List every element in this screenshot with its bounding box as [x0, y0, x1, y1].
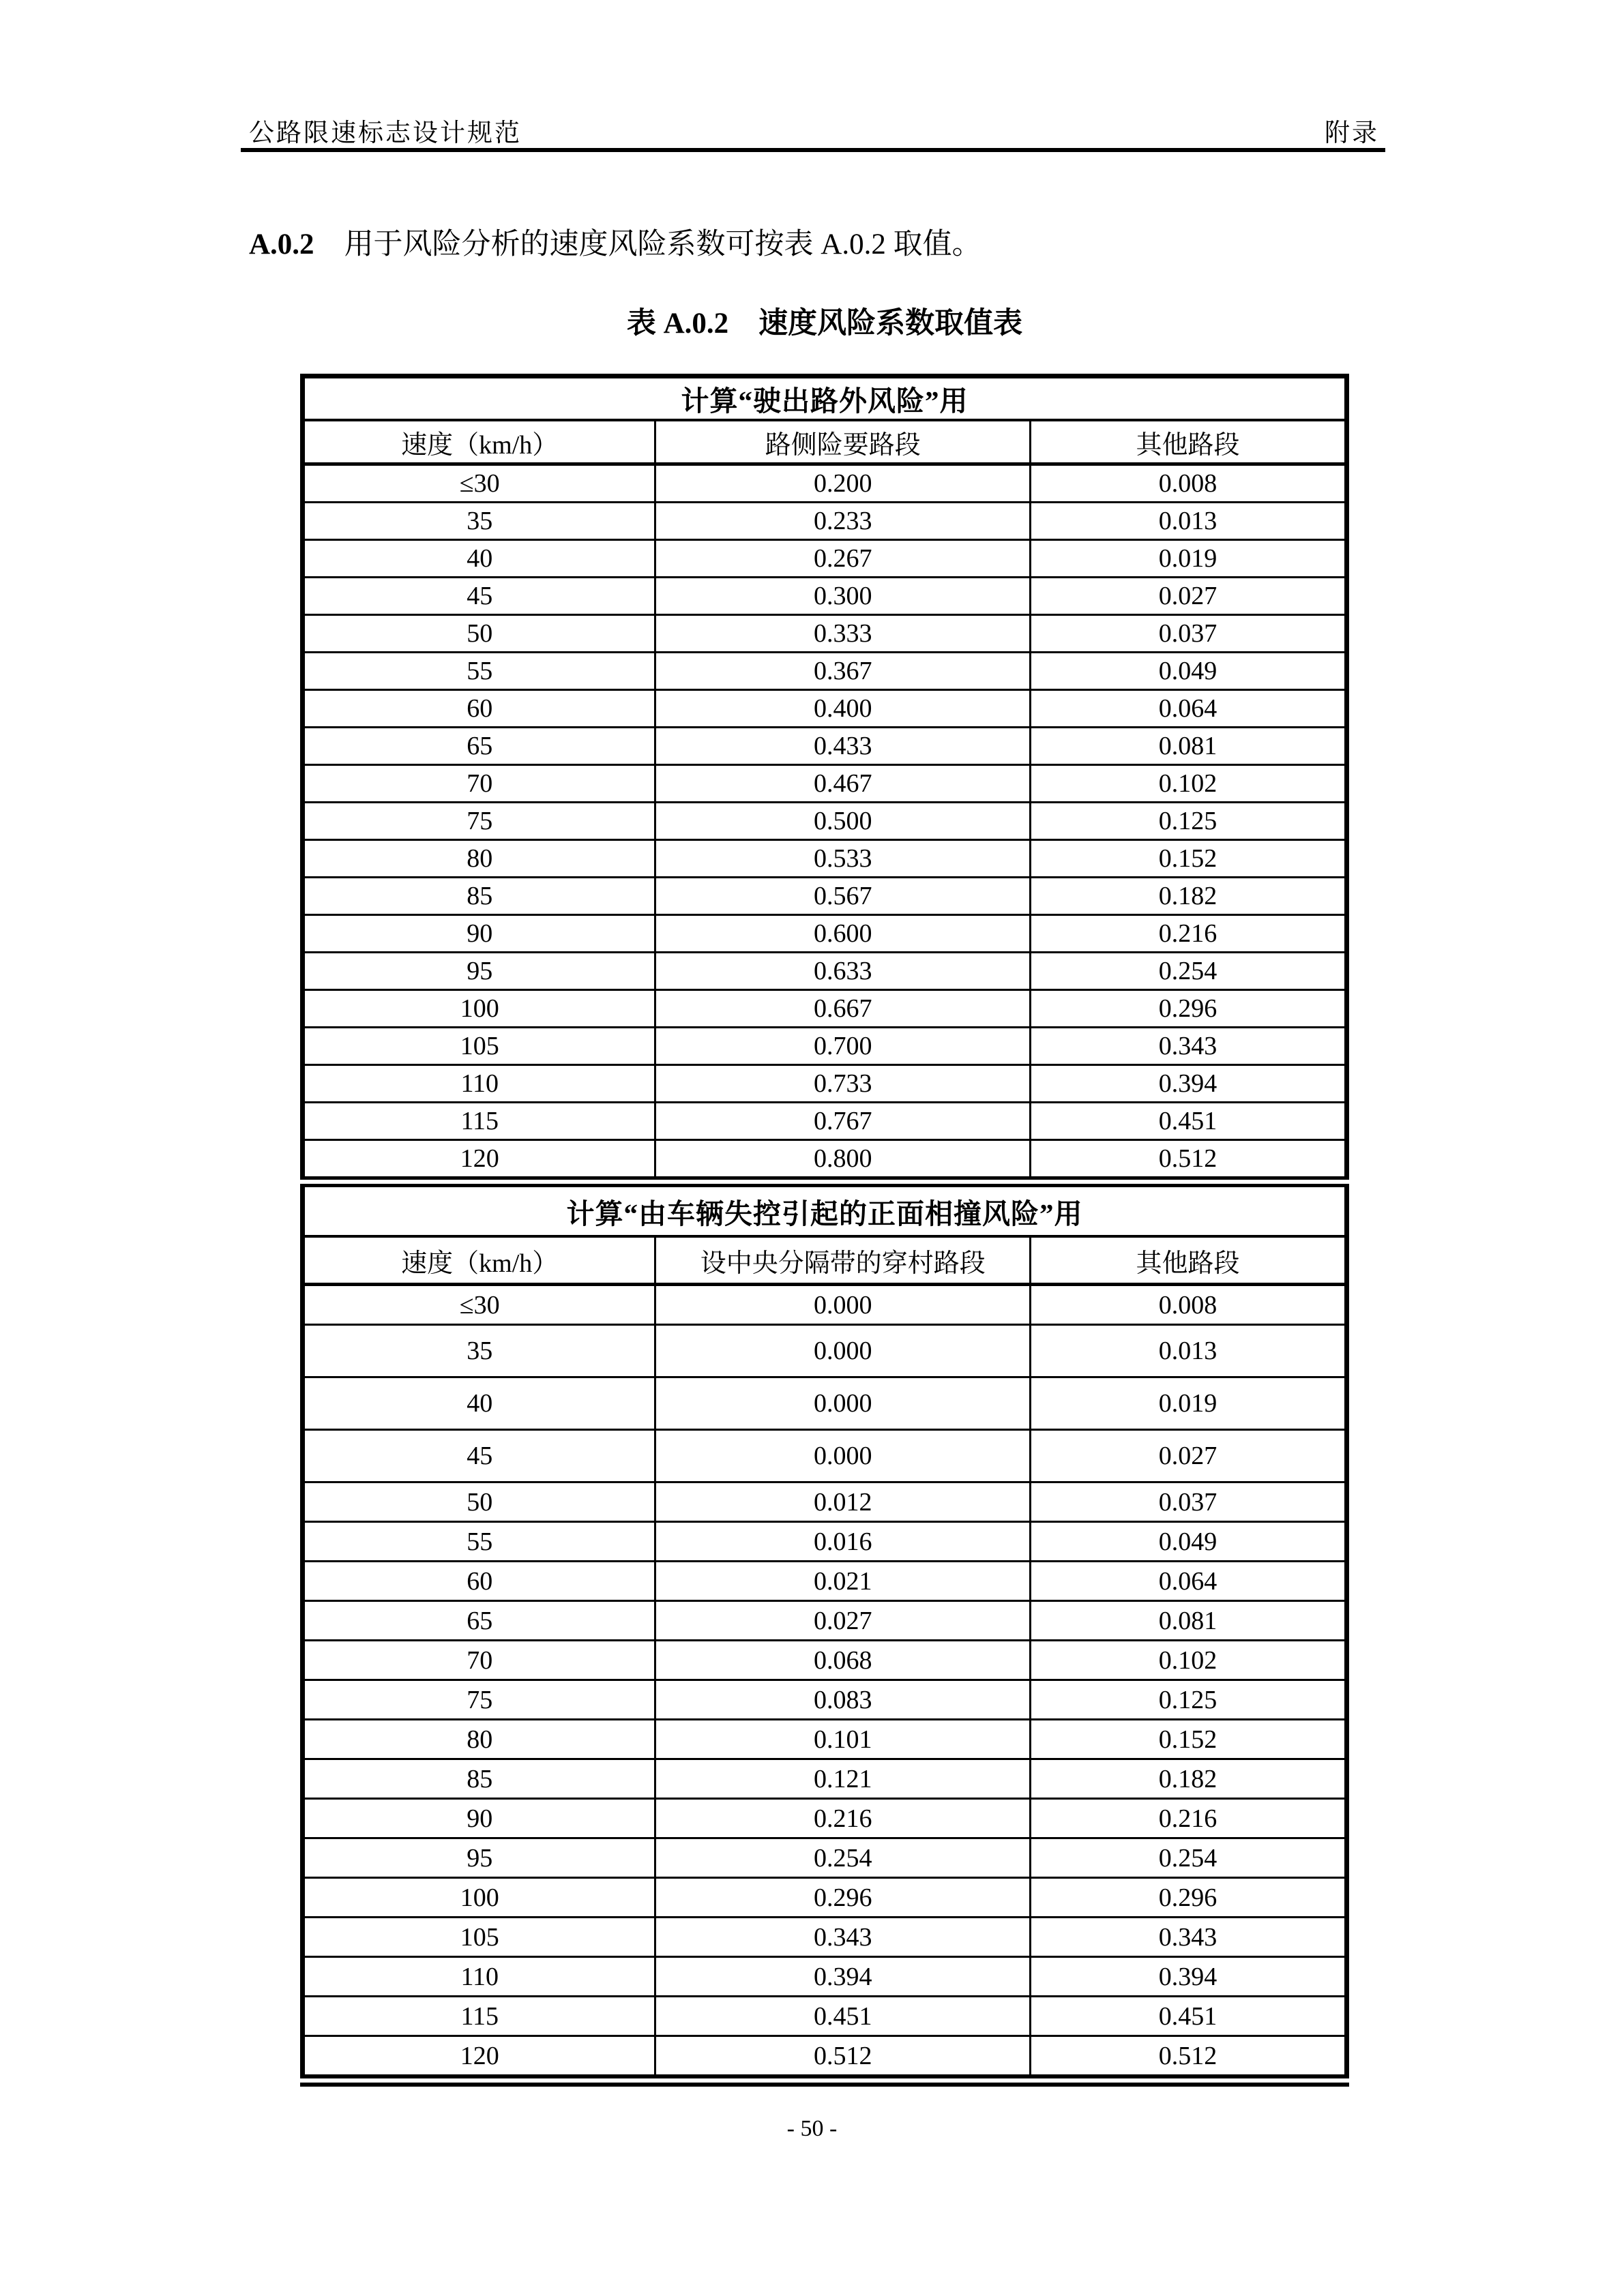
table-row: [303, 1285, 1347, 1325]
cell-risk-value: 0.200: [655, 464, 1031, 503]
clause-text: 用于风险分析的速度风险系数可按表 A.0.2 取值。: [344, 228, 981, 260]
table-row: [303, 1997, 1347, 2036]
table-row: [303, 990, 1347, 1028]
cell-speed: 85: [303, 878, 655, 915]
table-row: [303, 1957, 1347, 1997]
cell-risk-value: 0.083: [655, 1680, 1031, 1720]
running-header-title: 公路限速标志设计规范: [249, 119, 522, 147]
cell-speed: 110: [303, 1957, 655, 1997]
cell-speed: 80: [303, 1720, 655, 1759]
table-body: [303, 376, 1347, 2081]
cell-risk-value: 0.049: [1031, 1522, 1347, 1562]
cell-risk-value: 0.102: [1031, 1641, 1347, 1680]
table-row: [303, 1601, 1347, 1641]
column-header-cell-1: 设中央分隔带的穿村路段: [655, 1236, 1031, 1285]
cell-risk-value: 0.512: [1031, 1140, 1347, 1182]
table-title-number: 表 A.0.2: [626, 308, 729, 340]
cell-risk-value: 0.152: [1031, 1720, 1347, 1759]
table-row: [303, 1325, 1347, 1377]
table-section-header: [303, 1182, 1347, 1236]
running-header-section: 附录: [1325, 119, 1379, 147]
cell-speed: 65: [303, 728, 655, 765]
cell-speed: ≤30: [303, 464, 655, 503]
table-row: [303, 840, 1347, 878]
cell-risk-value: 0.000: [655, 1430, 1031, 1482]
cell-speed: 90: [303, 1799, 655, 1838]
table-row: [303, 1377, 1347, 1430]
table-row: [303, 1759, 1347, 1799]
cell-risk-value: 0.800: [655, 1140, 1031, 1182]
table-row: [303, 615, 1347, 653]
cell-risk-value: 0.700: [655, 1028, 1031, 1065]
cell-speed: 70: [303, 765, 655, 803]
cell-risk-value: 0.512: [1031, 2036, 1347, 2081]
table-row: [303, 1140, 1347, 1182]
cell-risk-value: 0.367: [655, 653, 1031, 690]
cell-speed: 105: [303, 1918, 655, 1957]
cell-risk-value: 0.216: [655, 1799, 1031, 1838]
cell-speed: ≤30: [303, 1285, 655, 1325]
cell-risk-value: 0.027: [1031, 1430, 1347, 1482]
page-number: - 50 -: [786, 2116, 838, 2141]
table-row: [303, 1799, 1347, 1838]
cell-speed: 50: [303, 615, 655, 653]
cell-risk-value: 0.633: [655, 953, 1031, 990]
cell-risk-value: 0.037: [1031, 615, 1347, 653]
table-column-header-row: [303, 420, 1347, 464]
table-row: [303, 878, 1347, 915]
cell-risk-value: 0.500: [655, 803, 1031, 840]
cell-risk-value: 0.012: [655, 1482, 1031, 1522]
cell-risk-value: 0.064: [1031, 1562, 1347, 1601]
table-row: [303, 540, 1347, 578]
table-row: [303, 653, 1347, 690]
table-row: [303, 1028, 1347, 1065]
cell-risk-value: 0.008: [1031, 1285, 1347, 1325]
cell-risk-value: 0.433: [655, 728, 1031, 765]
cell-speed: 65: [303, 1601, 655, 1641]
cell-risk-value: 0.216: [1031, 915, 1347, 953]
column-header-cell-0: 速度（km/h）: [303, 420, 655, 464]
cell-risk-value: 0.296: [655, 1878, 1031, 1918]
table-row: [303, 1918, 1347, 1957]
section-header-cell: 计算“由车辆失控引起的正面相撞风险”用: [303, 1182, 1347, 1236]
risk-coefficient-table: [300, 374, 1349, 2087]
cell-speed: 80: [303, 840, 655, 878]
header-rule: [241, 148, 1385, 152]
cell-risk-value: 0.125: [1031, 803, 1347, 840]
table-row: [303, 1430, 1347, 1482]
cell-risk-value: 0.013: [1031, 503, 1347, 540]
cell-speed: 115: [303, 1103, 655, 1140]
cell-speed: 120: [303, 2036, 655, 2081]
table-row: [303, 1103, 1347, 1140]
cell-speed: 75: [303, 1680, 655, 1720]
cell-risk-value: 0.000: [655, 1377, 1031, 1430]
cell-speed: 95: [303, 953, 655, 990]
cell-speed: 85: [303, 1759, 655, 1799]
cell-risk-value: 0.064: [1031, 690, 1347, 728]
table-row: [303, 2036, 1347, 2081]
table-row: [303, 803, 1347, 840]
cell-risk-value: 0.081: [1031, 1601, 1347, 1641]
table-section-header: [303, 376, 1347, 421]
cell-risk-value: 0.267: [655, 540, 1031, 578]
cell-risk-value: 0.102: [1031, 765, 1347, 803]
cell-risk-value: 0.182: [1031, 878, 1347, 915]
cell-risk-value: 0.182: [1031, 1759, 1347, 1799]
cell-risk-value: 0.296: [1031, 1878, 1347, 1918]
table-row: [303, 915, 1347, 953]
table-column-header-row: [303, 1236, 1347, 1285]
section-header-cell: 计算“驶出路外风险”用: [303, 376, 1347, 421]
risk-table-wrapper: [300, 374, 1349, 2087]
cell-speed: 100: [303, 990, 655, 1028]
cell-risk-value: 0.016: [655, 1522, 1031, 1562]
table-row: [303, 1838, 1347, 1878]
cell-speed: 60: [303, 690, 655, 728]
cell-risk-value: 0.152: [1031, 840, 1347, 878]
cell-speed: 70: [303, 1641, 655, 1680]
cell-risk-value: 0.767: [655, 1103, 1031, 1140]
cell-speed: 40: [303, 1377, 655, 1430]
cell-risk-value: 0.233: [655, 503, 1031, 540]
cell-risk-value: 0.000: [655, 1325, 1031, 1377]
cell-risk-value: 0.019: [1031, 540, 1347, 578]
cell-risk-value: 0.451: [1031, 1103, 1347, 1140]
table-row: [303, 503, 1347, 540]
table-row: [303, 464, 1347, 503]
table-row: [303, 1562, 1347, 1601]
cell-risk-value: 0.081: [1031, 728, 1347, 765]
column-header-cell-2: 其他路段: [1031, 1236, 1347, 1285]
cell-risk-value: 0.533: [655, 840, 1031, 878]
cell-risk-value: 0.254: [1031, 1838, 1347, 1878]
cell-risk-value: 0.467: [655, 765, 1031, 803]
cell-risk-value: 0.600: [655, 915, 1031, 953]
cell-risk-value: 0.000: [655, 1285, 1031, 1325]
cell-speed: 55: [303, 1522, 655, 1562]
cell-risk-value: 0.101: [655, 1720, 1031, 1759]
cell-speed: 105: [303, 1028, 655, 1065]
cell-risk-value: 0.400: [655, 690, 1031, 728]
cell-speed: 100: [303, 1878, 655, 1918]
cell-speed: 45: [303, 1430, 655, 1482]
column-header-cell-1: 路侧险要路段: [655, 420, 1031, 464]
cell-risk-value: 0.300: [655, 578, 1031, 615]
cell-speed: 115: [303, 1997, 655, 2036]
cell-risk-value: 0.027: [1031, 578, 1347, 615]
cell-speed: 110: [303, 1065, 655, 1103]
cell-risk-value: 0.667: [655, 990, 1031, 1028]
cell-risk-value: 0.567: [655, 878, 1031, 915]
cell-risk-value: 0.451: [655, 1997, 1031, 2036]
cell-risk-value: 0.512: [655, 2036, 1031, 2081]
cell-risk-value: 0.394: [655, 1957, 1031, 1997]
cell-speed: 120: [303, 1140, 655, 1182]
column-header-cell-0: 速度（km/h）: [303, 1236, 655, 1285]
cell-risk-value: 0.049: [1031, 653, 1347, 690]
clause-number: A.0.2: [249, 228, 314, 260]
cell-risk-value: 0.254: [1031, 953, 1347, 990]
table-title: [300, 300, 1349, 342]
table-row: [303, 1680, 1347, 1720]
cell-risk-value: 0.333: [655, 615, 1031, 653]
cell-risk-value: 0.343: [655, 1918, 1031, 1957]
cell-risk-value: 0.343: [1031, 1028, 1347, 1065]
table-row: [303, 1522, 1347, 1562]
table-row: [303, 1720, 1347, 1759]
cell-speed: 90: [303, 915, 655, 953]
table-row: [303, 690, 1347, 728]
cell-speed: 35: [303, 503, 655, 540]
cell-risk-value: 0.394: [1031, 1065, 1347, 1103]
cell-risk-value: 0.019: [1031, 1377, 1347, 1430]
cell-risk-value: 0.021: [655, 1562, 1031, 1601]
table-row: [303, 1065, 1347, 1103]
column-header-cell-2: 其他路段: [1031, 420, 1347, 464]
cell-risk-value: 0.254: [655, 1838, 1031, 1878]
cell-speed: 35: [303, 1325, 655, 1377]
table-row: [303, 578, 1347, 615]
cell-speed: 40: [303, 540, 655, 578]
cell-risk-value: 0.008: [1031, 464, 1347, 503]
cell-risk-value: 0.037: [1031, 1482, 1347, 1522]
cell-risk-value: 0.216: [1031, 1799, 1347, 1838]
cell-risk-value: 0.121: [655, 1759, 1031, 1799]
table-row: [303, 1641, 1347, 1680]
table-title-text: 速度风险系数取值表: [758, 308, 1023, 340]
cell-risk-value: 0.027: [655, 1601, 1031, 1641]
cell-risk-value: 0.296: [1031, 990, 1347, 1028]
cell-risk-value: 0.343: [1031, 1918, 1347, 1957]
cell-risk-value: 0.394: [1031, 1957, 1347, 1997]
table-row: [303, 1482, 1347, 1522]
cell-risk-value: 0.068: [655, 1641, 1031, 1680]
cell-risk-value: 0.733: [655, 1065, 1031, 1103]
cell-risk-value: 0.013: [1031, 1325, 1347, 1377]
cell-speed: 55: [303, 653, 655, 690]
cell-speed: 95: [303, 1838, 655, 1878]
cell-risk-value: 0.125: [1031, 1680, 1347, 1720]
table-row: [303, 1878, 1347, 1918]
table-row: [303, 728, 1347, 765]
table-row: [303, 953, 1347, 990]
clause-heading: [249, 221, 981, 263]
cell-speed: 75: [303, 803, 655, 840]
table-row: [303, 765, 1347, 803]
cell-speed: 60: [303, 1562, 655, 1601]
cell-speed: 45: [303, 578, 655, 615]
cell-speed: 50: [303, 1482, 655, 1522]
cell-risk-value: 0.451: [1031, 1997, 1347, 2036]
